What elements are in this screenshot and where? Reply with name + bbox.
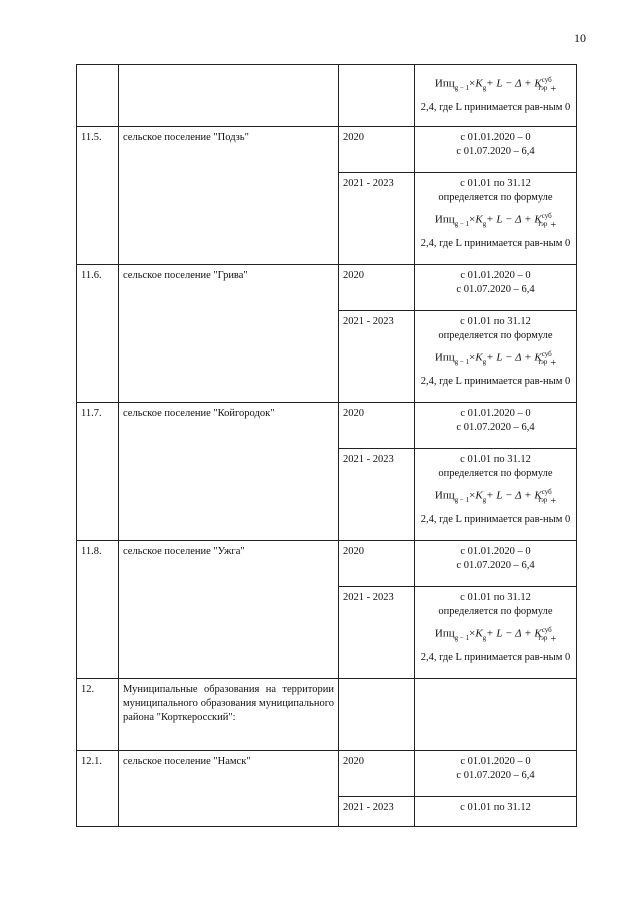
row-number: 11.5. bbox=[77, 127, 119, 265]
formula-times: × bbox=[469, 489, 476, 502]
value-line: с 01.07.2020 – 6,4 bbox=[456, 770, 535, 781]
value-tail: 2,4, где L принимается рав-ным 0 bbox=[420, 237, 571, 249]
formula-sup: суб bbox=[541, 212, 552, 220]
page-number: 10 bbox=[574, 31, 586, 45]
row-period: 2021 - 2023 bbox=[339, 173, 415, 265]
row-name: сельское поселение "Ужга" bbox=[119, 541, 339, 679]
formula-terms: + L − Δ + K bbox=[486, 351, 542, 364]
value-line: с 01.01 по 31.12 bbox=[460, 592, 531, 603]
formula-sub-ter: тэр bbox=[537, 219, 548, 228]
value-line: с 01.07.2020 – 6,4 bbox=[456, 422, 535, 433]
row-name bbox=[119, 65, 339, 127]
formula-k: K bbox=[475, 489, 483, 502]
value-line: с 01.01.2020 – 0 bbox=[460, 408, 531, 419]
row-period bbox=[339, 65, 415, 127]
table-row bbox=[77, 403, 577, 449]
formula bbox=[419, 481, 572, 513]
row-period: 2020 bbox=[339, 751, 415, 797]
value-line: определяется по формуле bbox=[438, 606, 553, 617]
formula-times: × bbox=[469, 627, 476, 640]
value-line: с 01.07.2020 – 6,4 bbox=[456, 284, 535, 295]
formula-sup: суб bbox=[541, 488, 552, 496]
row-number: 12.1. bbox=[77, 751, 119, 827]
formula-k: K bbox=[475, 351, 483, 364]
table-body bbox=[77, 65, 577, 827]
formula-sup: суб bbox=[541, 76, 552, 84]
table-row bbox=[77, 265, 577, 311]
value-line: с 01.01.2020 – 0 bbox=[460, 546, 531, 557]
row-name: сельское поселение "Подзь" bbox=[119, 127, 339, 265]
row-period: 2020 bbox=[339, 265, 415, 311]
formula-plus: + bbox=[550, 83, 557, 95]
formula-plus: + bbox=[550, 633, 557, 645]
formula-k-sub: g bbox=[482, 357, 487, 366]
formula-sub-index: g − 1 bbox=[454, 219, 470, 228]
value-line: с 01.01.2020 – 0 bbox=[460, 756, 531, 767]
formula-terms: + L − Δ + K bbox=[486, 489, 542, 502]
row-number: 11.7. bbox=[77, 403, 119, 541]
row-value bbox=[415, 311, 577, 403]
formula-main: Ипц bbox=[434, 489, 455, 502]
formula-plus: + bbox=[550, 219, 557, 231]
formula-times: × bbox=[469, 213, 476, 226]
value-line: с 01.01 по 31.12 bbox=[460, 802, 531, 813]
tariff-table bbox=[76, 64, 577, 827]
row-number bbox=[77, 65, 119, 127]
row-period bbox=[339, 679, 415, 751]
value-line: с 01.01 по 31.12 bbox=[460, 454, 531, 465]
formula-sub-index: g − 1 bbox=[454, 633, 470, 642]
formula-plus: + bbox=[550, 357, 557, 369]
value-tail: 2,4, где L принимается рав-ным 0 bbox=[420, 375, 571, 387]
formula-k: K bbox=[475, 213, 483, 226]
formula-terms: + L − Δ + K bbox=[486, 213, 542, 226]
row-number: 12. bbox=[77, 679, 119, 751]
row-name: сельское поселение "Койгородок" bbox=[119, 403, 339, 541]
row-number: 11.8. bbox=[77, 541, 119, 679]
row-period: 2021 - 2023 bbox=[339, 797, 415, 827]
row-value bbox=[415, 587, 577, 679]
value-line: определяется по формуле bbox=[438, 192, 553, 203]
row-value bbox=[415, 751, 577, 797]
value-tail: 2,4, где L принимается рав-ным 0 bbox=[420, 101, 571, 113]
value-line: определяется по формуле bbox=[438, 468, 553, 479]
formula-main: Ипц bbox=[434, 77, 455, 90]
formula-k: K bbox=[475, 627, 483, 640]
row-number: 11.6. bbox=[77, 265, 119, 403]
row-period: 2021 - 2023 bbox=[339, 311, 415, 403]
row-value bbox=[415, 679, 577, 751]
row-period: 2020 bbox=[339, 541, 415, 587]
formula-main: Ипц bbox=[434, 627, 455, 640]
formula-times: × bbox=[469, 77, 476, 90]
formula-k-sub: g bbox=[482, 495, 487, 504]
row-value bbox=[415, 541, 577, 587]
table-row bbox=[77, 751, 577, 797]
row-period: 2020 bbox=[339, 127, 415, 173]
row-value bbox=[415, 65, 577, 127]
formula-main: Ипц bbox=[434, 213, 455, 226]
formula bbox=[419, 205, 572, 237]
formula-sub-index: g − 1 bbox=[454, 357, 470, 366]
row-period: 2021 - 2023 bbox=[339, 449, 415, 541]
value-line: с 01.07.2020 – 6,4 bbox=[456, 146, 535, 157]
formula-k-sub: g bbox=[482, 219, 487, 228]
row-value bbox=[415, 127, 577, 173]
row-period: 2020 bbox=[339, 403, 415, 449]
value-line: определяется по формуле bbox=[438, 330, 553, 341]
table-row bbox=[77, 679, 577, 751]
row-name: сельское поселение "Намск" bbox=[119, 751, 339, 827]
formula-sub-ter: тэр bbox=[537, 633, 548, 642]
value-tail: 2,4, где L принимается рав-ным 0 bbox=[420, 513, 571, 525]
formula-k-sub: g bbox=[482, 633, 487, 642]
row-period: 2021 - 2023 bbox=[339, 587, 415, 679]
formula-plus: + bbox=[550, 495, 557, 507]
formula bbox=[419, 619, 572, 651]
row-name: Муниципальные образования на территории муниципального образования муниципального района "Корткеросский": bbox=[119, 679, 339, 751]
formula-sup: суб bbox=[541, 626, 552, 634]
value-line: с 01.01 по 31.12 bbox=[460, 316, 531, 327]
value-line: с 01.01.2020 – 0 bbox=[460, 270, 531, 281]
value-line: с 01.07.2020 – 6,4 bbox=[456, 560, 535, 571]
value-line: с 01.01 по 31.12 bbox=[460, 178, 531, 189]
formula-main: Ипц bbox=[434, 351, 455, 364]
value-tail: 2,4, где L принимается рав-ным 0 bbox=[420, 651, 571, 663]
row-value bbox=[415, 265, 577, 311]
formula-terms: + L − Δ + K bbox=[486, 627, 542, 640]
table-row bbox=[77, 127, 577, 173]
row-value bbox=[415, 403, 577, 449]
row-value bbox=[415, 173, 577, 265]
formula-times: × bbox=[469, 351, 476, 364]
formula-sub-ter: тэр bbox=[537, 495, 548, 504]
row-value bbox=[415, 797, 577, 827]
formula-sub-index: g − 1 bbox=[454, 495, 470, 504]
formula-k: K bbox=[475, 77, 483, 90]
formula bbox=[419, 343, 572, 375]
table-row bbox=[77, 65, 577, 127]
value-line: с 01.01.2020 – 0 bbox=[460, 132, 531, 143]
formula-sub-ter: тэр bbox=[537, 83, 548, 92]
table-row bbox=[77, 541, 577, 587]
formula bbox=[419, 69, 572, 101]
formula-sub-ter: тэр bbox=[537, 357, 548, 366]
row-name: сельское поселение "Грива" bbox=[119, 265, 339, 403]
formula-k-sub: g bbox=[482, 83, 487, 92]
formula-sub-index: g − 1 bbox=[454, 83, 470, 92]
row-value bbox=[415, 449, 577, 541]
formula-sup: суб bbox=[541, 350, 552, 358]
formula-terms: + L − Δ + K bbox=[486, 77, 542, 90]
